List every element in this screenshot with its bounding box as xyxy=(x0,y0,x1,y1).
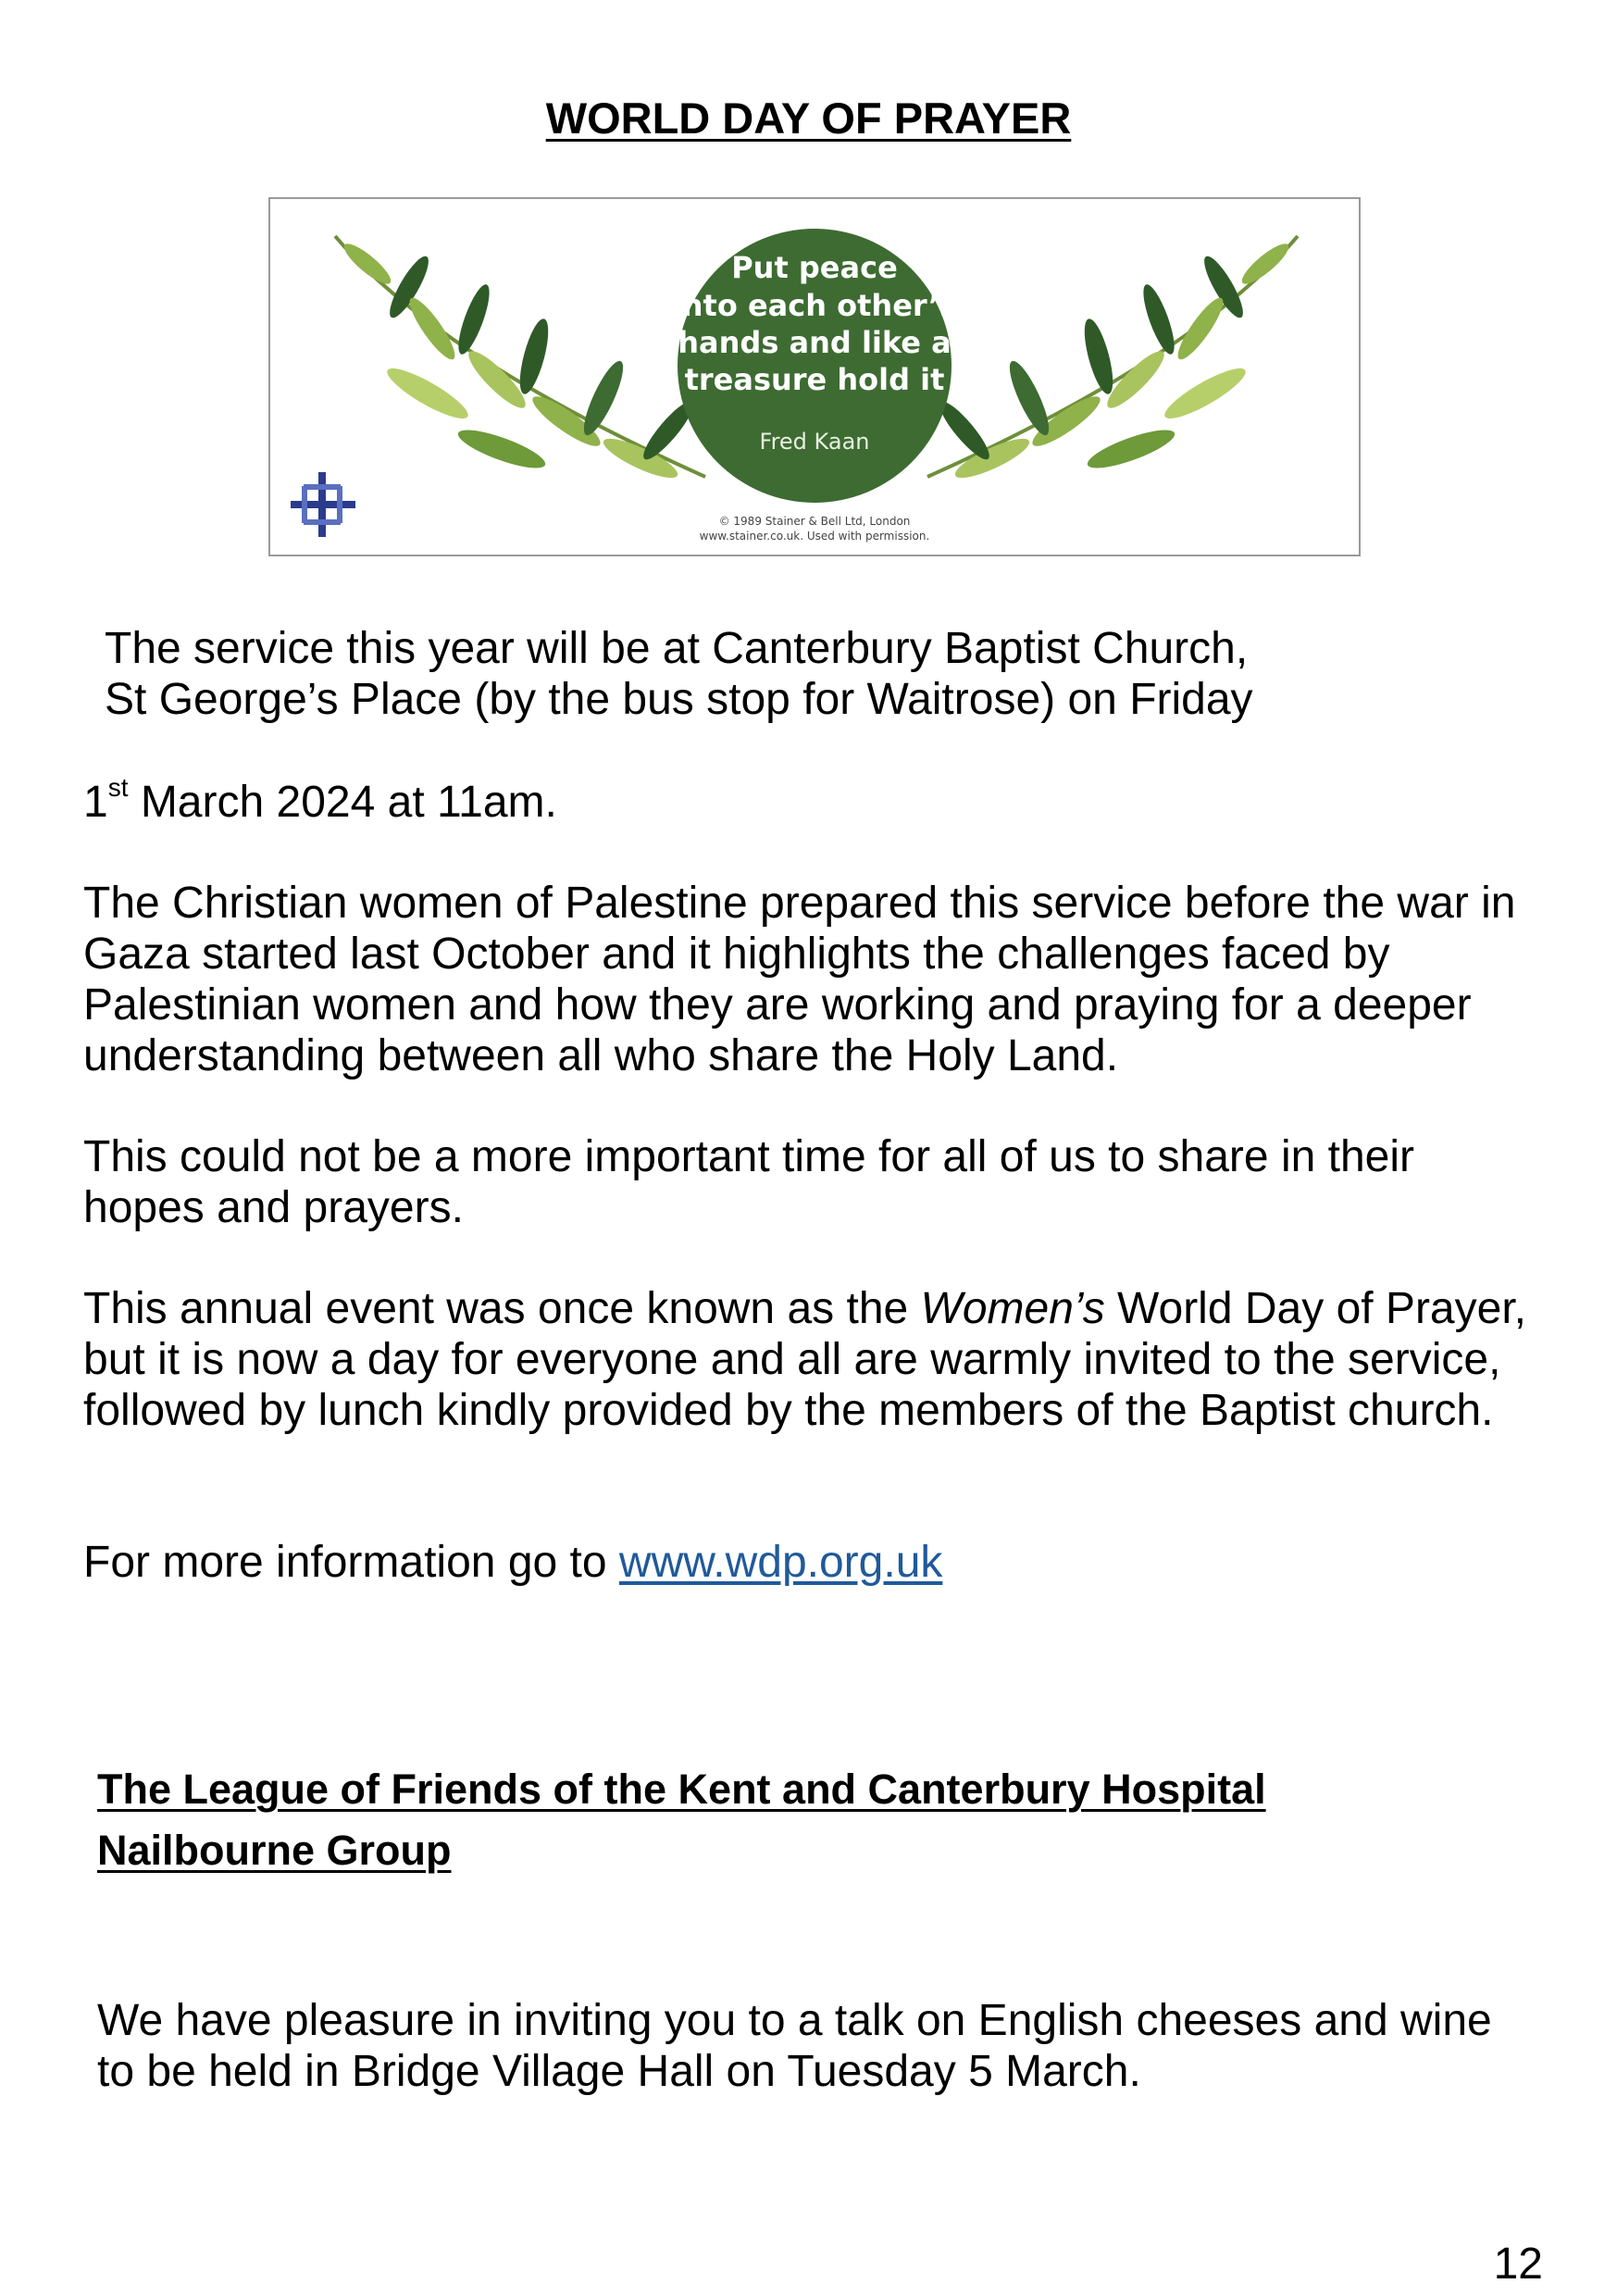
paragraph-1: The Christian women of Palestine prepared this service before the war in Gaza started last October and it highlights the challenges faced by Palestinian women and how they are working and praying for a deeper understanding between all who share the Holy Land. xyxy=(83,879,1516,1080)
right-olive-branch-icon xyxy=(927,236,1298,485)
service-location xyxy=(105,623,1253,725)
left-olive-branch-icon xyxy=(335,236,705,485)
paragraph-3: This annual event was once known as the Women’s World Day of Prayer, but it is now a day for everyone and all are warmly invited to the service, followed by lunch kindly provided by the members of the Baptist church. xyxy=(83,1284,1526,1435)
quote-line: hands and like a xyxy=(678,325,952,360)
service-date xyxy=(83,773,557,828)
banner-artwork xyxy=(270,199,1359,555)
intro-line: St George’s Place (by the bus stop for Waitrose) on Friday xyxy=(105,675,1253,724)
paragraph-2: This could not be a more important time for all of us to share in their hopes and prayers. xyxy=(83,1132,1415,1232)
quote-line: treasure hold it xyxy=(684,362,945,397)
quote-author: Fred Kaan xyxy=(759,429,870,455)
section-heading-line: The League of Friends of the Kent and Canterbury Hospital xyxy=(97,1766,1266,1813)
date-suffix: st xyxy=(107,773,129,802)
section-heading-line: Nailbourne Group xyxy=(97,1827,452,1874)
page-number: 12 xyxy=(1493,2240,1543,2289)
more-info: For more information go to www.wdp.org.uk xyxy=(83,1538,943,1587)
copyright-line: © 1989 Stainer & Bell Ltd, London xyxy=(718,515,911,528)
section-heading xyxy=(97,1759,1266,1881)
page-title: WORLD DAY OF PRAYER xyxy=(545,94,1072,143)
wdp-website-link[interactable]: www.wdp.org.uk xyxy=(618,1538,943,1587)
quote-line: into each other’s xyxy=(671,288,958,323)
cross-logo-icon xyxy=(291,472,355,537)
prayer-banner xyxy=(268,197,1361,556)
italic-word: Women’s xyxy=(920,1284,1105,1333)
intro-line: The service this year will be at Canterbury Baptist Church, xyxy=(105,624,1249,673)
date-day: 1 xyxy=(83,778,108,827)
date-rest: March 2024 at 11am. xyxy=(128,778,557,827)
quote-line: Put peace xyxy=(731,250,898,285)
section-body: We have pleasure in inviting you to a talk on English cheeses and wine to be held in Bridge Village Hall on Tuesday 5 March. xyxy=(97,1996,1492,2096)
copyright-line: www.stainer.co.uk. Used with permission. xyxy=(699,530,930,543)
